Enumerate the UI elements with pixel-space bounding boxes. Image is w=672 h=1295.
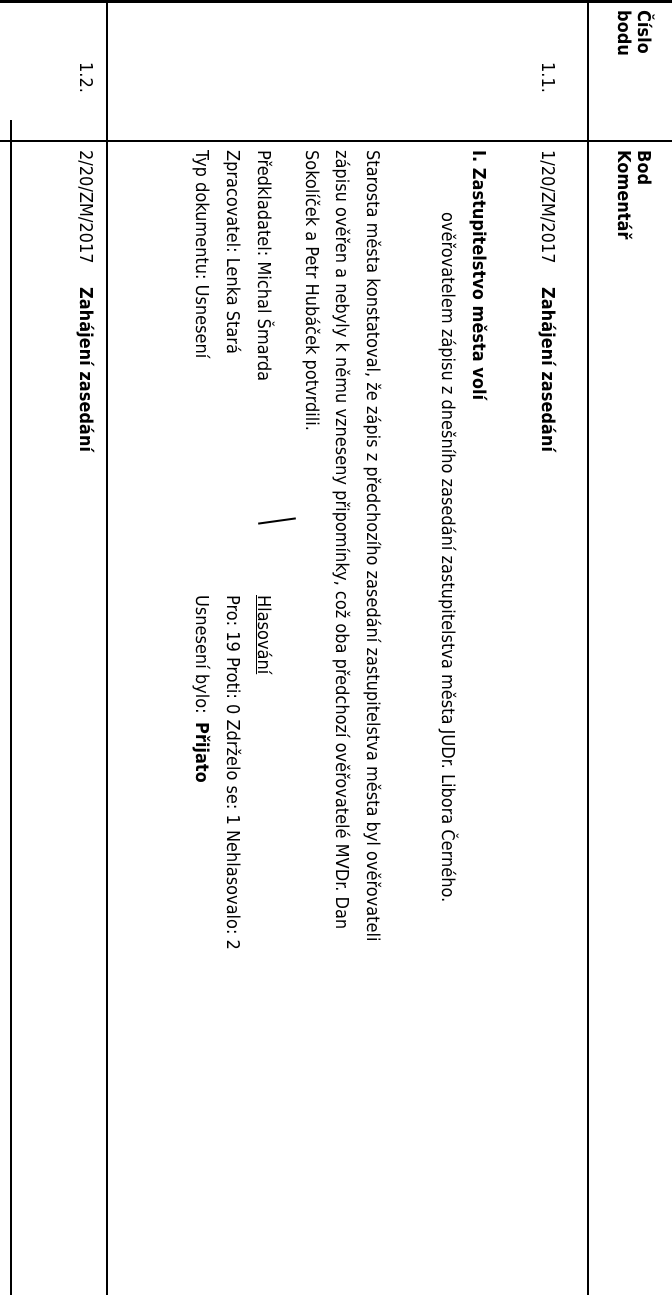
voting-result: Přijato [191,722,212,783]
item-title: Zahájení zasedání [537,287,558,452]
item-code: 2/20/ZM/2017 [75,150,96,264]
presenter-line: Předkladatel: Michal Šmarda [253,150,274,382]
resolution-text: ověřovatelem zápisu z dnešního zasedání zastupitelstva města JUDr. Libora Černého. [437,212,458,903]
header-row-divider [587,0,589,1295]
item-code: 1/20/ZM/2017 [537,150,558,264]
row-divider [106,0,108,1295]
header-item-label: Bod [633,150,654,186]
document-type-line: Typ dokumentu: Usnesení [191,150,212,359]
header-number-label: Číslo [633,10,654,54]
header-number-label-2: bodu [613,10,634,56]
page-edge-line [10,120,12,1295]
item-number: 1.2. [75,62,96,93]
voting-counts: Pro: 19 Proti: 0 Zdrželo se: 1 Nehlasovalo: 2 [222,595,243,950]
header-comment-label: Komentář [613,150,634,240]
comment-line-1: Starosta města konstatoval, že zápis z předchozího zasedání zastupitelstva města byl ověřovateli [362,150,383,942]
item-title: Zahájení zasedání [75,287,96,452]
voting-result-label: Usnesení bylo: [191,595,212,714]
pen-mark [258,517,296,524]
comment-line-2: zápisu ověřen a nebyly k němu vzneseny připomínky, což oba předchozí ověřovatelé MVDr. Dan [331,150,352,930]
voting-label: Hlasování [253,595,274,675]
resolution-heading: I. Zastupitelstvo města volí [468,150,489,401]
table-border-left [0,0,672,3]
comment-line-3: Sokolíček a Petr Hubáček potvrdili. [301,150,322,431]
item-number: 1.1. [537,62,558,93]
author-line: Zpracovatel: Lenka Stará [222,150,243,354]
table-column-divider [0,140,672,142]
